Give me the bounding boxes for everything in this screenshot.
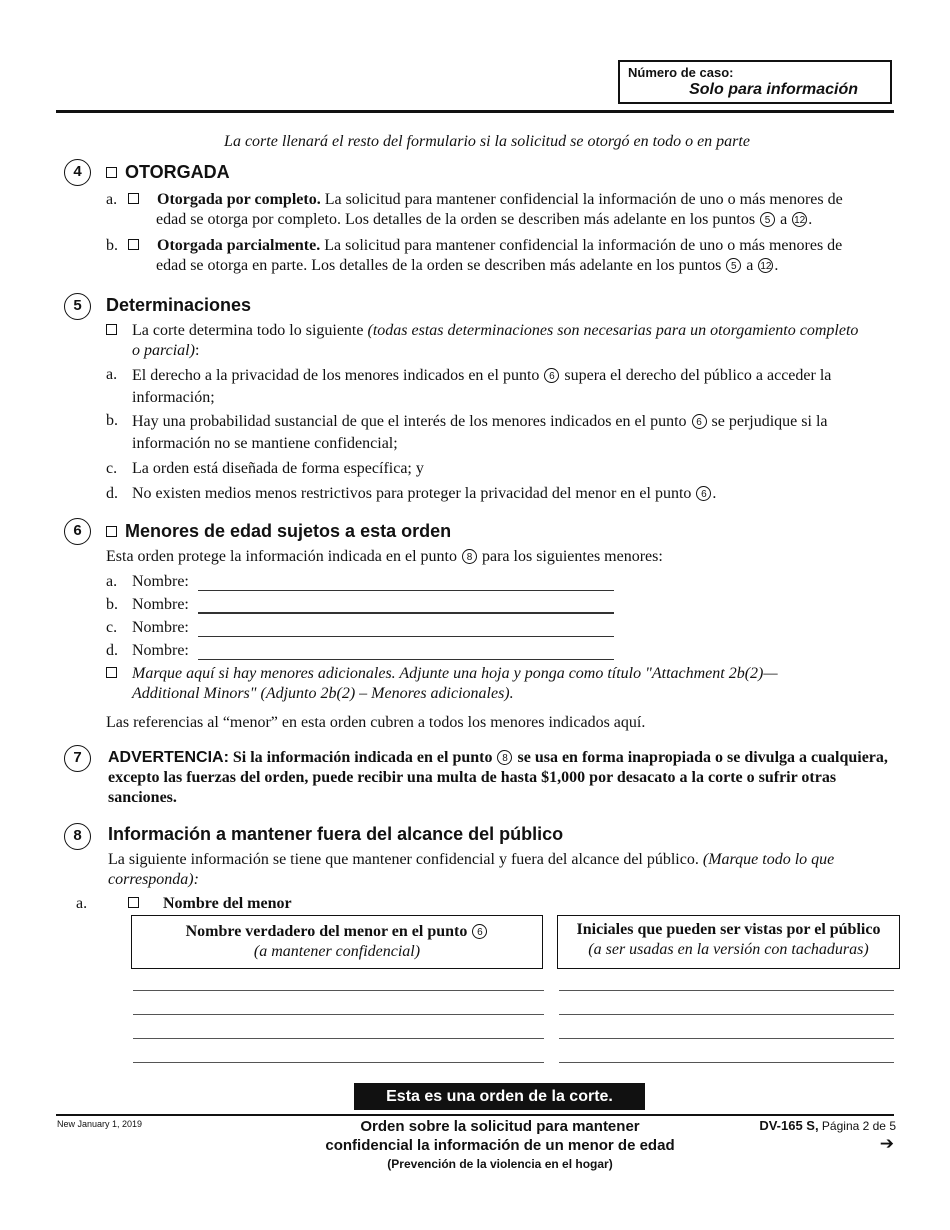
finding-c-letter: c. bbox=[106, 460, 118, 477]
item-4a-mid: a bbox=[780, 211, 788, 228]
next-page-arrow-icon: ➔ bbox=[879, 1134, 894, 1153]
footer-rule bbox=[56, 1114, 894, 1116]
true-name-field-4[interactable] bbox=[133, 1062, 544, 1063]
finding-d-pre: No existen medios menos restrictivos para proteger la privacidad del menor en el punto bbox=[132, 485, 692, 502]
initials-field-1[interactable] bbox=[559, 990, 894, 991]
item-4b-end: . bbox=[774, 257, 779, 274]
findings-intro-italic: (todas estas determinaciones son necesarias para un otorgamiento completo o parcial) bbox=[132, 322, 859, 359]
item-4b bbox=[106, 236, 896, 276]
confidential-intro bbox=[108, 850, 878, 890]
true-name-title: Nombre verdadero del menor en el punto bbox=[185, 923, 468, 940]
true-name-field-1[interactable] bbox=[133, 990, 544, 991]
minor-name-field-b[interactable] bbox=[198, 612, 614, 614]
finding-a bbox=[106, 365, 886, 409]
item-4a-text2: edad se otorga por completo. Los detalles de la orden se describen más adelante en los puntos bbox=[156, 211, 756, 228]
revision-date: New January 1, 2019 bbox=[57, 1119, 143, 1129]
ref-8: 8 bbox=[497, 750, 512, 765]
section-4-header bbox=[106, 162, 230, 183]
finding-a-pre: El derecho a la privacidad de los menores indicados en el punto bbox=[132, 367, 540, 384]
item-4b-mid: a bbox=[746, 257, 754, 274]
minor-name-field-c[interactable] bbox=[198, 636, 614, 637]
finding-b-letter: b. bbox=[106, 412, 118, 429]
section-6-number: 6 bbox=[64, 518, 91, 545]
item-8a-label: Nombre del menor bbox=[163, 895, 292, 912]
true-name-field-3[interactable] bbox=[133, 1038, 544, 1039]
form-title-line-1: Orden sobre la solicitud para mantener bbox=[360, 1118, 640, 1135]
minor-name-row-d bbox=[106, 641, 189, 661]
minor-c-letter: c. bbox=[106, 619, 118, 636]
partial-grant-checkbox[interactable] bbox=[128, 239, 139, 250]
item-4a-text1: La solicitud para mantener confidencial la información de uno o más menores de bbox=[320, 191, 843, 208]
item-4a-lead: Otorgada por completo. bbox=[157, 191, 321, 208]
confidential-intro-italic: (Marque todo lo que corresponda): bbox=[108, 851, 835, 888]
finding-a-post: supera el derecho del público a acceder la información; bbox=[132, 367, 832, 406]
additional-minors-checkbox[interactable] bbox=[106, 667, 117, 678]
section-4-number: 4 bbox=[64, 159, 91, 186]
minor-d-letter: d. bbox=[106, 642, 118, 659]
minors-checkbox[interactable] bbox=[106, 526, 117, 537]
minors-note: Las referencias al “menor” en esta orden cubren a todos los menores indicados aquí. bbox=[106, 714, 646, 731]
court-order-banner: Esta es una orden de la corte. bbox=[354, 1083, 645, 1110]
minor-name-item bbox=[76, 894, 292, 914]
item-4a-letter: a. bbox=[106, 191, 118, 208]
minor-b-letter: b. bbox=[106, 596, 118, 613]
initials-title: Iniciales que pueden ser vistas por el público bbox=[576, 921, 881, 938]
item-4b-text2: edad se otorga en parte. Los detalles de la orden se describen más adelante en los puntos bbox=[156, 257, 722, 274]
header-rule bbox=[56, 110, 894, 113]
ref-12: 12 bbox=[792, 212, 807, 227]
initials-field-4[interactable] bbox=[559, 1062, 894, 1063]
true-name-field-2[interactable] bbox=[133, 1014, 544, 1015]
court-note: La corte llenará el resto del formulario si la solicitud se otorgó en todo o en parte bbox=[224, 133, 750, 150]
ref-8: 8 bbox=[462, 549, 477, 564]
section-8-title: Información a mantener fuera del alcance del público bbox=[108, 824, 564, 844]
minors-intro-post: para los siguientes menores: bbox=[481, 548, 663, 565]
additional-minors bbox=[106, 664, 826, 704]
form-id: DV-165 S, bbox=[759, 1118, 819, 1133]
findings-intro-end: : bbox=[194, 342, 200, 359]
case-number-label: Número de caso: bbox=[628, 65, 734, 80]
section-6-header bbox=[106, 521, 451, 542]
minor-name-field-a[interactable] bbox=[198, 590, 614, 591]
minor-name-field-d[interactable] bbox=[198, 659, 614, 660]
case-number-box bbox=[618, 60, 892, 104]
ref-6: 6 bbox=[472, 924, 487, 939]
ref-6: 6 bbox=[692, 414, 707, 429]
initials-field-3[interactable] bbox=[559, 1038, 894, 1039]
item-4a-end: . bbox=[808, 211, 813, 228]
ref-12: 12 bbox=[758, 258, 773, 273]
minor-name-checkbox[interactable] bbox=[128, 897, 139, 908]
granted-checkbox[interactable] bbox=[106, 167, 117, 178]
form-subtitle: (Prevención de la violencia en el hogar) bbox=[387, 1157, 613, 1171]
finding-d-letter: d. bbox=[106, 485, 118, 502]
item-4b-letter: b. bbox=[106, 237, 118, 254]
finding-b-pre: Hay una probabilidad sustancial de que el interés de los menores indicados en el punto bbox=[132, 413, 687, 430]
minors-intro-pre: Esta orden protege la información indicada en el punto bbox=[106, 548, 457, 565]
form-page-info bbox=[759, 1118, 896, 1133]
minor-c-label: Nombre: bbox=[132, 619, 189, 636]
section-4-title: OTORGADA bbox=[125, 162, 230, 182]
confidential-intro-text: La siguiente información se tiene que mantener confidencial y fuera del alcance del público. bbox=[108, 851, 703, 868]
findings-intro bbox=[106, 321, 866, 361]
ref-6: 6 bbox=[696, 486, 711, 501]
minor-a-label: Nombre: bbox=[132, 573, 189, 590]
ref-5: 5 bbox=[726, 258, 741, 273]
section-7-number: 7 bbox=[64, 745, 91, 772]
true-name-subtitle: (a mantener confidencial) bbox=[253, 943, 421, 960]
ref-6: 6 bbox=[544, 368, 559, 383]
section-5-title: Determinaciones bbox=[106, 295, 252, 315]
warning-label: ADVERTENCIA: bbox=[108, 749, 229, 766]
minor-name-row-b bbox=[106, 595, 189, 615]
section-5-number: 5 bbox=[64, 293, 91, 320]
minor-d-label: Nombre: bbox=[132, 642, 189, 659]
finding-c bbox=[106, 459, 424, 479]
warning-post: se usa en forma inapropiada o se divulga a cualquiera, excepto las fuerzas del orden, puede recibir una multa de hasta $1,000 por desacato a la corte o sufrir otras sanciones. bbox=[108, 749, 888, 806]
additional-minors-text: Marque aquí si hay menores adicionales. Adjunte una hoja y ponga como título "Attachment 2b(2)—Additional Minors" (Adjunto 2b(2) – Menores adicionales). bbox=[132, 665, 778, 702]
true-name-header bbox=[131, 915, 543, 969]
initials-subtitle: (a ser usadas en la versión con tachaduras) bbox=[588, 941, 869, 958]
finding-a-letter: a. bbox=[106, 366, 118, 383]
ref-5: 5 bbox=[760, 212, 775, 227]
minors-intro bbox=[106, 547, 663, 567]
finding-d bbox=[106, 484, 716, 504]
section-6-title: Menores de edad sujetos a esta orden bbox=[125, 521, 452, 541]
item-4b-text1: La solicitud para mantener confidencial la información de uno o más menores de bbox=[320, 237, 843, 254]
finding-b bbox=[106, 411, 886, 455]
item-4a bbox=[106, 190, 896, 230]
findings-checkbox[interactable] bbox=[106, 324, 117, 335]
warning-pre: Si la información indicada en el punto bbox=[228, 749, 493, 766]
minor-a-letter: a. bbox=[106, 573, 118, 590]
finding-b-post: se perjudique si la información no se mantiene confidencial; bbox=[132, 413, 828, 452]
initials-header bbox=[557, 915, 900, 969]
section-8-number: 8 bbox=[64, 823, 91, 850]
minor-b-label: Nombre: bbox=[132, 596, 189, 613]
case-number-value: Solo para información bbox=[689, 81, 858, 98]
finding-d-post: . bbox=[712, 485, 717, 502]
warning-text bbox=[108, 748, 898, 808]
minor-name-row-a bbox=[106, 572, 189, 592]
page-number: Página 2 de 5 bbox=[818, 1119, 896, 1133]
form-title-line-2: confidencial la información de un menor de edad bbox=[325, 1137, 675, 1154]
item-8a-letter: a. bbox=[76, 895, 88, 912]
finding-c-text: La orden está diseñada de forma específica; y bbox=[132, 460, 424, 477]
minor-name-row-c bbox=[106, 618, 189, 638]
full-grant-checkbox[interactable] bbox=[128, 193, 139, 204]
findings-intro-text: La corte determina todo lo siguiente bbox=[132, 322, 368, 339]
initials-field-2[interactable] bbox=[559, 1014, 894, 1015]
item-4b-lead: Otorgada parcialmente. bbox=[157, 237, 321, 254]
